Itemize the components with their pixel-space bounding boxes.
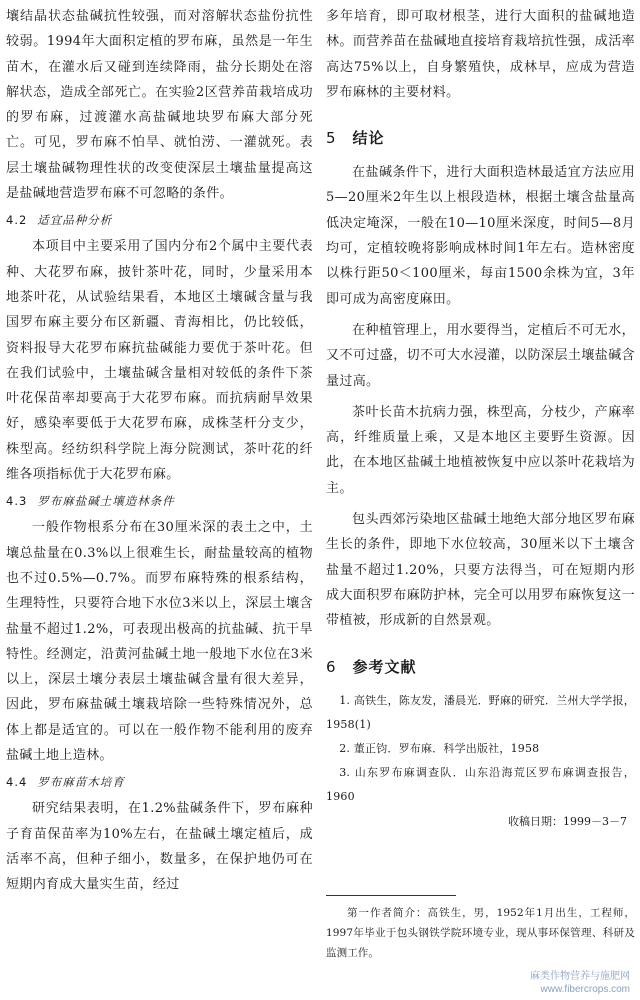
- watermark-site-name: 麻类作物营养与施肥网: [530, 971, 630, 982]
- reference-item: 1. 高铁生，陈友发，潘晨光．野麻的研究．兰州大学学报，1958(1): [326, 693, 635, 731]
- section-number: 5: [326, 129, 337, 148]
- section-title: 适宜品种分析: [37, 213, 113, 228]
- section-4-4-heading: [6, 771, 313, 793]
- paragraph-conclusion-2: 在种植管理上，用水要得当，定植后不可无水，又不可过盛，切不可大水浸灌，以防深层土壤盐碱含量过高。: [326, 322, 635, 389]
- section-4-3-heading: [6, 490, 313, 512]
- section-number: 6: [326, 657, 337, 676]
- reference-item: 3. 山东罗布麻调查队．山东沿海荒区罗布麻调查报告，1960: [326, 765, 635, 803]
- section-4-2-heading: [6, 209, 313, 231]
- section-title: 罗布麻盐碱土壤造林条件: [37, 494, 175, 509]
- paragraph-continued: 多年培育，即可取材根茎，进行大面积的盐碱地造林。而营养苗在盐碱地直接培育栽培抗性强，成活率高达75%以上，自身繁殖快，成林早，应成为营造罗布麻林的主要材料。: [326, 9, 635, 100]
- section-number: 4.3: [6, 494, 28, 509]
- reference-list: [326, 689, 635, 809]
- left-column: [6, 4, 313, 898]
- author-note: 第一作者简介：高铁生，男，1952年1月出生，工程师，1997年毕业于包头钢铁学院环境专业，现从事环保管理、科研及监测工作。: [326, 907, 635, 959]
- paragraph-intro: 壤结晶状态盐碱抗性较强，而对溶解状态盐份抗性较弱。1994年大面积定植的罗布麻，虽然是一年生苗木，在灌水后又碰到连续降雨，盐分长期处在溶解状态，造成全部死亡。在实验2区营养苗栽培成功的罗布麻，过渡灌水高盐碱地块罗布麻大部分死亡。可见，罗布麻不怕旱、就怕涝、一灌就死。表层土壤盐碱物理性状的改变使深层土壤盐量提高这是盐碱地营造罗布麻不可忽略的条件。: [6, 9, 313, 202]
- right-column: [326, 4, 635, 833]
- section-5-heading: [326, 127, 635, 148]
- section-title: 结论: [352, 129, 385, 148]
- reference-item: 2. 董正钧．罗布麻．科学出版社，1958: [339, 741, 540, 755]
- received-date: 收稿日期：1999－3－7: [508, 814, 627, 828]
- section-number: 4.4: [6, 775, 28, 790]
- paragraph-conclusion-1: 在盐碱条件下，进行大面积造林最适宜方法应用5—20厘米2年生以上根段造林，根据土壤含盐量高低决定埯深，一般在10—10厘米深度，时间5—8月均可，定植较晚将影响成林时间1年左右。造林密度以株行距50＜100厘米，每亩1500余株为宜，3年即可成为高密度麻田。: [326, 165, 635, 307]
- footnote-divider: [326, 895, 456, 896]
- watermark: [530, 970, 630, 996]
- section-title: 参考文献: [352, 657, 417, 676]
- paragraph-conclusion-4: 包头西郊污染地区盐碱土地绝大部分地区罗布麻生长的条件，即地下水位较高，30厘米以下土壤含盐量不超过1.20%，只要方法得当，可在短期内形成大面积罗布麻防护林，完全可以用罗布麻恢复这一带植被，形成新的自然景观。: [326, 512, 635, 629]
- paragraph-4-4: 研究结果表明，在1.2%盐碱条件下，罗布麻种子育苗保苗率为10%左右，在盐碱土壤定植后，成活率不高，但种子细小，数量多，在保护地仍可在短期内育成大量实生苗，经过: [6, 801, 313, 893]
- section-number: 4.2: [6, 213, 28, 228]
- section-6-heading: [326, 656, 635, 677]
- paragraph-4-2: 本项目中主要采用了国内分布2个属中主要代表种、大花罗布麻，披针茶叶花，同时，少量采用本地茶叶花，从试验结果看，本地区土壤碱含量与我国罗布麻主要分布区新疆、青海相比，仍比较低，资料报导大花罗布麻抗盐碱能力要优于茶叶花。但在我们试验中，土壤盐碱含量相对较低的条件下茶叶花保苗率却要高于大花罗布麻。而抗病耐旱效果好，感染率要低于大花罗布麻，成株茎杆分支少，株型高。经纺织科学院上海分院测试，茶叶花的纤维各项指标优于大花罗布麻。: [6, 239, 313, 483]
- paragraph-conclusion-3: 茶叶长苗木抗病力强，株型高，分枝少，产麻率高，纤维质量上乘，又是本地区主要野生资源。因此，在本地区盐碱土地植被恢复中应以茶叶花栽培为主。: [326, 404, 635, 496]
- section-title: 罗布麻苗木培育: [37, 775, 125, 790]
- watermark-url: www.fibercrops.com: [540, 984, 630, 995]
- paragraph-4-3: 一般作物根系分布在30厘米深的表土之中，土壤总盐量在0.3%以上很难生长，耐盐量较高的植物也不过0.5%—0.7%。而罗布麻特殊的根系结构，生理特性，只要符合地下水位3米以上，深层土壤含盐量不超过1.2%，可表现出极高的抗盐碱、抗干旱特性。经测定，沿黄河盐碱土地一般地下水位在3米以上，深层土壤分表层土壤盐碱含量有很大差异，因此，罗布麻盐碱土壤栽培除一些特殊情况外，总体上都是适宜的。可以在一般作物不能利用的废弃盐碱土地上造林。: [6, 520, 313, 764]
